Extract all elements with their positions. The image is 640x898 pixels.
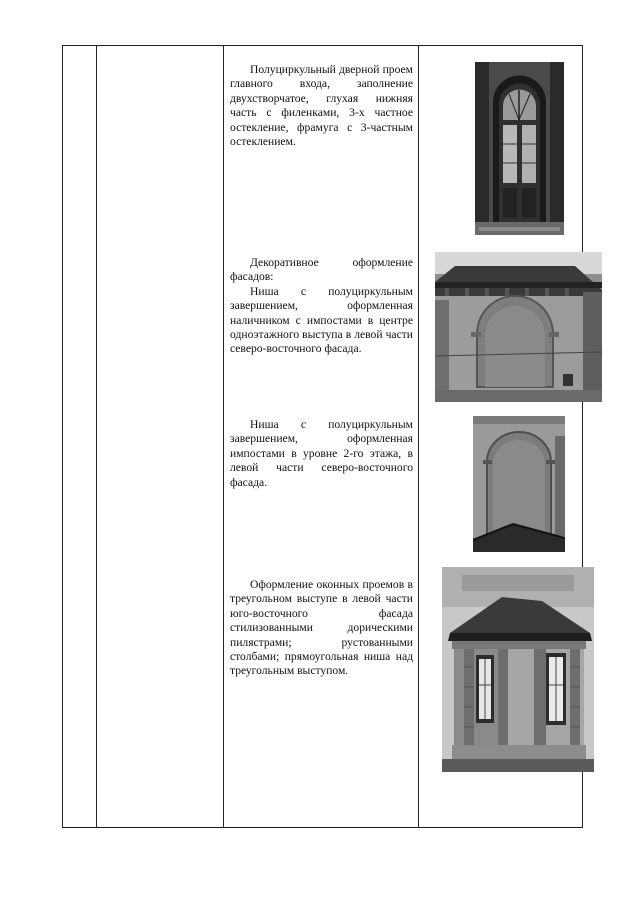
description-entrance-door	[230, 63, 413, 149]
entrance-door-photo	[475, 62, 564, 235]
description-triangular-bay	[230, 578, 413, 679]
description-niche-one-storey	[230, 256, 413, 357]
table-left-border	[62, 45, 63, 828]
column-divider-2	[223, 45, 224, 828]
column-divider-1	[96, 45, 97, 828]
table-top-border	[62, 45, 583, 46]
description-niche-second-floor	[230, 418, 413, 490]
niche-second-floor-photo	[473, 416, 565, 552]
paragraph: Оформление оконных проемов в треугольном выступе в левой части юго-восточного фасада стилизованными дорическими пилястрами; рустованными столбами; прямоугольная ниша над треугольным выступом.	[230, 578, 413, 678]
paragraph: Ниша с полуциркульным завершением, оформленная импостами в уровне 2-го этажа, в левой части северо-восточного фасада.	[230, 418, 413, 489]
niche-one-storey-photo	[435, 252, 602, 402]
paragraph: Ниша с полуциркульным завершением, оформленная наличником с импостами в центре одноэтажного выступа в левой части северо-восточного фасада.	[230, 284, 413, 356]
triangular-bay-photo	[442, 567, 594, 772]
paragraph-heading: Декоративное оформление фасадов:	[230, 256, 413, 284]
paragraph: Полуциркульный дверной проем главного входа, заполнение двухстворчатое, глухая нижняя часть с филенками, 3-х частное остекление, фрамуга с 3-частным остеклением.	[230, 63, 413, 149]
column-divider-3	[418, 45, 419, 828]
table-bottom-border	[62, 827, 583, 828]
